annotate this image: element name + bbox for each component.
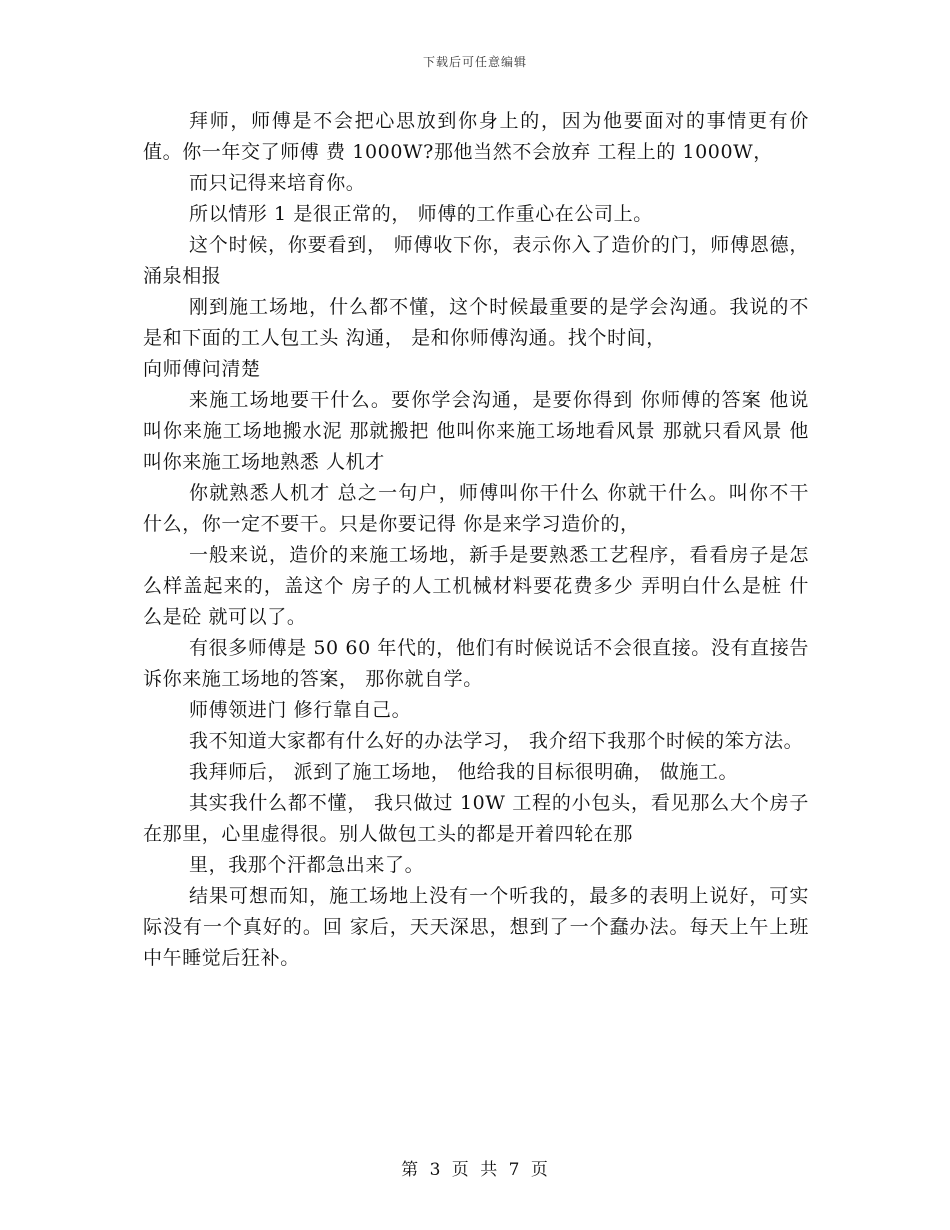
paragraph-13: 我拜师后， 派到了施工场地， 他给我的目标很明确， 做施工。 — [189, 761, 739, 783]
paragraph-12: 我不知道大家都有什么好的办法学习， 我介绍下我那个时候的笨方法。 — [189, 730, 804, 752]
header-note: 下载后可任意编辑 — [422, 55, 527, 69]
paragraph-16: 结果可想而知，施工场地上没有一个听我的，最多的表明上说好，可实际没有一个真好的。回 家后，天天深思，想到了一个蠢办法。每天上午上班中午睡觉后狂补。 — [143, 885, 809, 969]
paragraph-14: 其实我什么都不懂， 我只做过 10W 工程的小包头，看见那么大个房子在那里，心里虚得很。别人做包工头的都是开着四轮在那 — [143, 792, 809, 845]
paragraph-7: 来施工场地要干什么。要你学会沟通，是要你得到 你师傅的答案 他说叫你来施工场地搬水泥 那就搬把 他叫你来施工场地看风景 那就只看风景 他叫你来施工场地熟悉 人机才 — [143, 389, 809, 473]
paragraph-11: 师傅领进门 修行靠自己。 — [189, 699, 412, 721]
page-number: 第 3 页 共 7 页 — [401, 1160, 549, 1180]
paragraph-9: 一般来说，造价的来施工场地，新手是要熟悉工艺程序，看看房子是怎么样盖起来的，盖这个 房子的人工机械材料要花费多少 弄明白什么是桩 什么是砼 就可以了。 — [143, 544, 809, 628]
paragraph-15: 里，我那个汗都急出来了。 — [189, 854, 425, 876]
paragraph-3: 所以情形 1 是很正常的， 师傅的工作重心在公司上。 — [189, 203, 653, 225]
paragraph-10: 有很多师傅是 50 60 年代的，他们有时候说话不会很直接。没有直接告诉你来施工场地的答案， 那你就自学。 — [143, 637, 809, 690]
paragraph-8: 你就熟悉人机才 总之一句户，师傅叫你干什么 你就干什么。叫你不干什么，你一定不要干。只是你要记得 你是来学习造价的， — [143, 482, 809, 535]
paragraph-6: 向师傅问清楚 — [143, 358, 261, 380]
document-body — [143, 106, 809, 974]
paragraph-1: 拜师，师傅是不会把心思放到你身上的，因为他要面对的事情更有价值。你一年交了师傅 费 1000W?那他当然不会放弃 工程上的 1000W， — [143, 110, 809, 163]
paragraph-2: 而只记得来培育你。 — [189, 172, 366, 194]
paragraph-5: 刚到施工场地，什么都不懂，这个时候最重要的是学会沟通。我说的不是和下面的工人包工头 沟通， 是和你师傅沟通。找个时间， — [143, 296, 809, 349]
paragraph-4: 这个时候，你要看到， 师傅收下你，表示你入了造价的门，师傅恩德，涌泉相报 — [143, 234, 809, 287]
